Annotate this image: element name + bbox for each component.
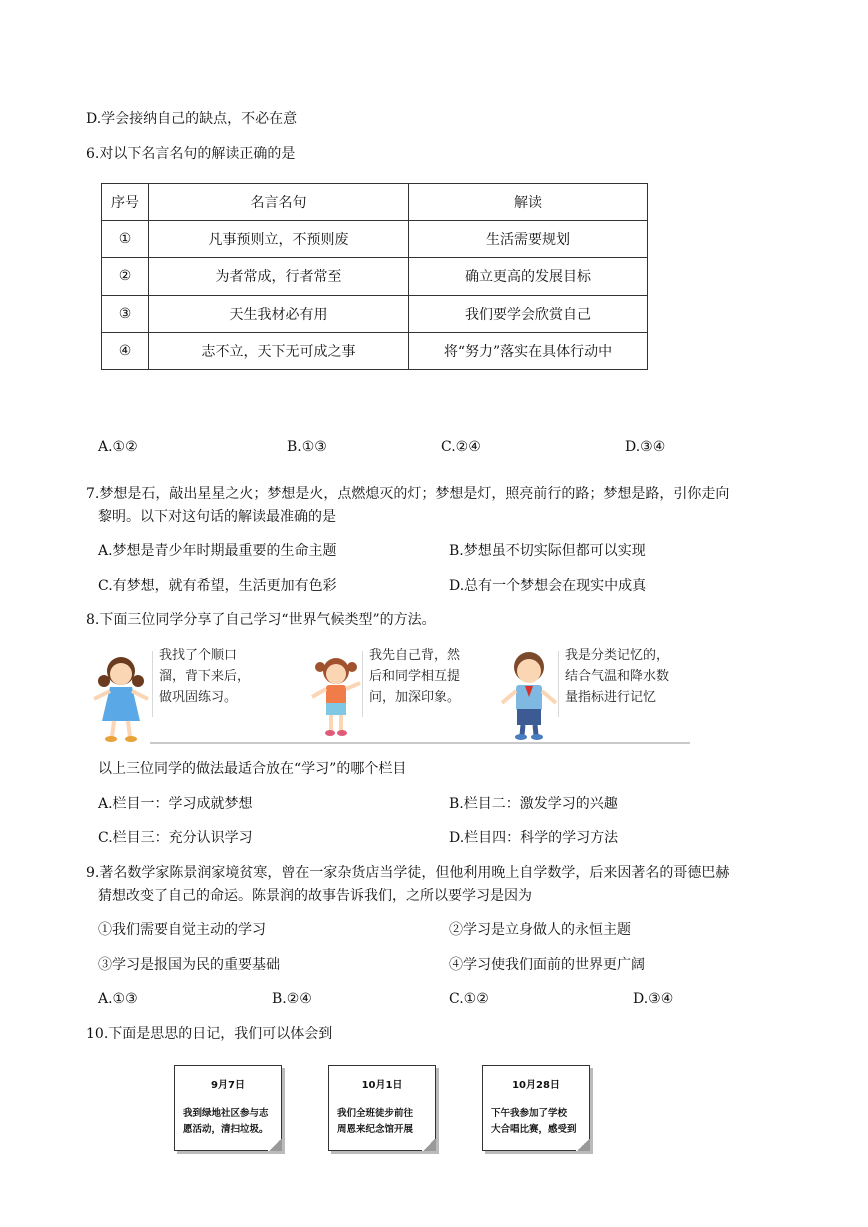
- diary-text: 下午我参加了学校 大合唱比赛，感受到: [491, 1108, 577, 1135]
- q8-option-d: D.栏目四：科学的学习方法: [449, 830, 619, 846]
- q6-option-b: B.①③: [287, 439, 327, 455]
- q5-option-d: D.学会接纳自己的缺点，不必在意: [86, 111, 298, 127]
- row-quote: 天生我材必有用: [149, 295, 409, 332]
- row-interpretation: 我们要学会欣赏自己: [409, 295, 648, 332]
- q9-stem-line1: 9.著名数学家陈景润家境贫寒，曾在一家杂货店当学徒，但他利用晚上自学数学，后来因著名的哥德巴赫: [86, 865, 730, 881]
- q7-stem-line1: 7.梦想是石，敲出星星之火；梦想是火，点燃熄灭的灯；梦想是灯，照亮前行的路；梦想是路，引你走向: [86, 486, 730, 502]
- q9-statement-1: ①我们需要自觉主动的学习: [98, 922, 266, 938]
- table-row: [102, 332, 648, 369]
- header-index: 序号: [102, 184, 149, 221]
- table-row: [102, 295, 648, 332]
- header-quote: 名言名句: [149, 184, 409, 221]
- q9-statement-2: ②学习是立身做人的永恒主题: [449, 922, 631, 938]
- q9-option-a: A.①③: [98, 991, 138, 1007]
- q9-option-d: D.③④: [633, 991, 674, 1007]
- girl-student-icon: [308, 653, 364, 737]
- page-curl-icon: [576, 1139, 590, 1151]
- row-index: ④: [102, 332, 149, 369]
- q9-statement-4: ④学习使我们面前的世界更广阔: [449, 957, 645, 973]
- row-index: ③: [102, 295, 149, 332]
- q8-option-c: C.栏目三：充分认识学习: [98, 830, 253, 846]
- row-quote: 志不立，天下无可成之事: [149, 332, 409, 369]
- q9-statement-3: ③学习是报国为民的重要基础: [98, 957, 280, 973]
- quotes-table: [101, 183, 648, 370]
- row-index: ②: [102, 258, 149, 295]
- diary-text: 我们全班徒步前往 周恩来纪念馆开展: [337, 1108, 414, 1135]
- divider: [558, 651, 559, 717]
- divider: [150, 742, 690, 744]
- q10-stem: 10.下面是思思的日记，我们可以体会到: [86, 1026, 333, 1042]
- row-quote: 为者常成，行者常至: [149, 258, 409, 295]
- diary-note: [174, 1065, 282, 1151]
- q7-option-c: C.有梦想，就有希望，生活更加有色彩: [98, 578, 337, 594]
- q8-option-a: A.栏目一：学习成就梦想: [98, 796, 253, 812]
- girl-student-icon: [90, 651, 152, 743]
- row-interpretation: 将“努力”落实在具体行动中: [409, 332, 648, 369]
- q9-option-c: C.①②: [449, 991, 489, 1007]
- row-quote: 凡事预则立，不预则废: [149, 221, 409, 258]
- q7-option-a: A.梦想是青少年时期最重要的生命主题: [98, 543, 337, 559]
- row-interpretation: 生活需要规划: [409, 221, 648, 258]
- q6-stem: 6.对以下名言名句的解读正确的是: [86, 146, 296, 162]
- divider: [362, 651, 363, 717]
- q7-stem-line2: 黎明。以下对这句话的解读最准确的是: [98, 509, 336, 525]
- row-interpretation: 确立更高的发展目标: [409, 258, 648, 295]
- speech-bubble-1: 我找了个顺口 溜，背下来后， 做巩固练习。: [159, 648, 251, 705]
- q7-option-d: D.总有一个梦想会在现实中成真: [449, 578, 647, 594]
- q8-sub-question: 以上三位同学的做法最适合放在“学习”的哪个栏目: [98, 761, 407, 777]
- q8-stem: 8.下面三位同学分享了自己学习“世界气候类型”的方法。: [86, 612, 436, 628]
- q6-option-c: C.②④: [441, 439, 481, 455]
- table-header-row: [102, 184, 648, 221]
- page-curl-icon: [268, 1139, 282, 1151]
- divider: [152, 651, 153, 717]
- girl2-shirt: [326, 685, 346, 705]
- table-row: [102, 258, 648, 295]
- q9-option-b: B.②④: [272, 991, 312, 1007]
- boy-student-icon: [498, 649, 560, 741]
- speech-bubble-3: 我是分类记忆的， 结合气温和降水数 量指标进行记忆: [565, 648, 670, 705]
- q8-option-b: B.栏目二：激发学习的兴趣: [449, 796, 618, 812]
- diary-note: [482, 1065, 590, 1151]
- table-row: [102, 221, 648, 258]
- diary-date: 10月28日: [512, 1080, 560, 1091]
- students-illustration: [86, 645, 690, 745]
- diary-text: 我到绿地社区参与志 愿活动，清扫垃圾。: [183, 1108, 269, 1135]
- speech-bubble-2: 我先自己背，然 后和同学相互提 问，加深印象。: [369, 648, 461, 705]
- q9-stem-line2: 猜想改变了自己的命运。陈景润的故事告诉我们，之所以要学习是因为: [98, 888, 532, 904]
- q6-option-d: D.③④: [625, 439, 666, 455]
- q7-option-b: B.梦想虽不切实际但都可以实现: [449, 543, 646, 559]
- diary-date: 9月7日: [211, 1080, 245, 1091]
- page-curl-icon: [422, 1139, 436, 1151]
- row-index: ①: [102, 221, 149, 258]
- diary-date: 10月1日: [361, 1080, 403, 1091]
- q6-option-a: A.①②: [98, 439, 138, 455]
- header-interpretation: 解读: [409, 184, 648, 221]
- diary-note: [328, 1065, 436, 1151]
